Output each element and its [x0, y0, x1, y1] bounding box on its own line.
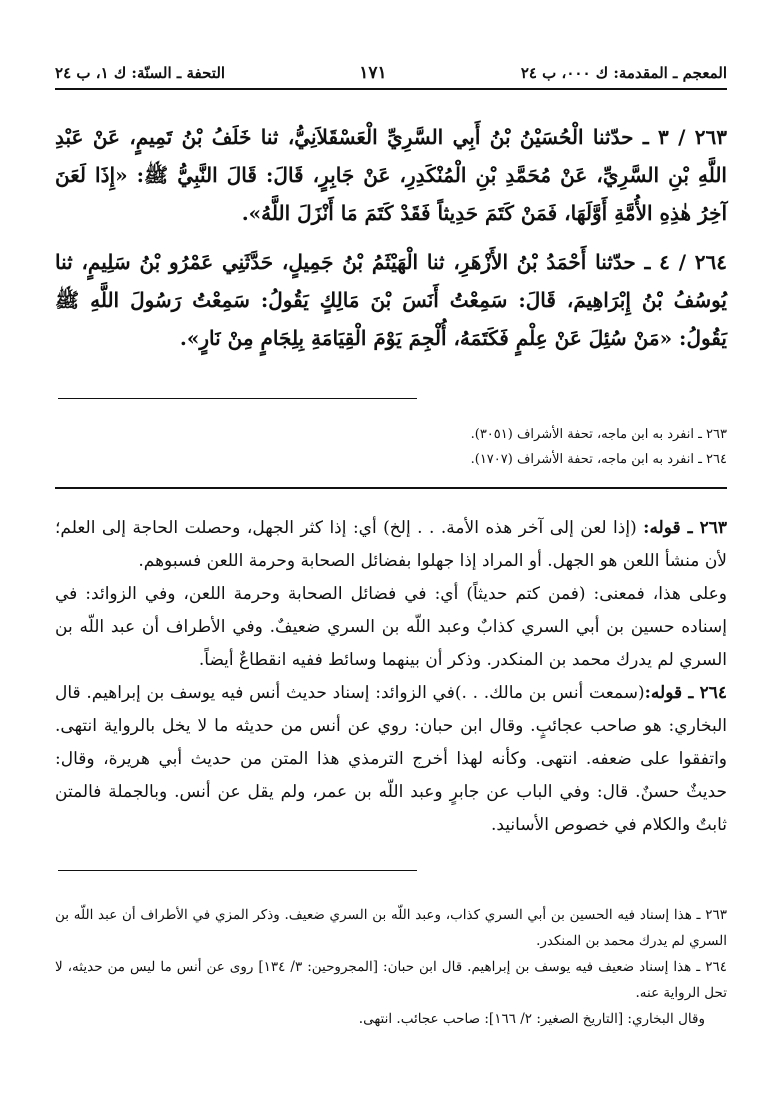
takhrij-section: [55, 422, 727, 472]
hadith-number: ٢٦٤ / ٤ ـ: [644, 250, 728, 274]
hadith-number: ٢٦٣ / ٣ ـ: [642, 125, 728, 149]
takhrij-line: ٢٦٣ ـ انفرد به ابن ماجه، تحفة الأشراف (٣٠٥١).: [470, 427, 727, 442]
header-left-reference: التحفة ـ السنّة: ك ١، ب ٢٤: [55, 64, 226, 82]
hadith-text: حدّثنا أَحْمَدُ بْنُ الأَزْهَرِ، ثنا الْهَيْثَمُ بْنُ جَمِيلٍ، حَدَّثَنِي عَمْرُو بْنُ سَلِيمٍ، ثنا يُوسُفُ بْنُ إِبْرَاهِيمَ، قَالَ: سَمِعْتُ أَنَسَ بْنَ مَالِكٍ يَقُولُ: سَمِعْتُ رَسُولَ اللَّهِ ﷺ يَقُولُ: «مَنْ سُئِلَ عَنْ عِلْمٍ فَكَتَمَهُ، أُلْجِمَ يَوْمَ الْقِيَامَةِ بِلِجَامٍ مِنْ نَارٍ».: [55, 250, 727, 350]
commentary-divider: [55, 487, 727, 489]
footnote: ٢٦٣ ـ هذا إسناد فيه الحسين بن أبي السري كذاب، وعبد اللّه بن السري ضعيف. وذكر المزي في الأطراف أن عبد اللّه بن السري لم يدرك محمد بن المنكدر.: [55, 907, 727, 949]
hadith-263: [55, 118, 727, 232]
takhrij-line: ٢٦٤ ـ انفرد به ابن ماجه، تحفة الأشراف (١٧٠٧).: [470, 452, 727, 467]
page-number: ١٧١: [359, 63, 387, 83]
footnotes-divider: [58, 870, 417, 871]
commentary-text: وعلى هذا، فمعنى: (فمن كتم حديثاً) أي: في فضائل الصحابة وحرمة اللعن، وفي الزوائد: في إسناده حسين بن أبي السري كذابٌ وعبد اللّه بن السري ضعيفٌ. وفي الأطراف أن عبد اللّه بن السري لم يدرك محمد بن المنكدر. وذكر أن بينهما وسائط ففيه انقطاعٌ أيضاً.: [55, 584, 727, 670]
footnote: ٢٦٤ ـ هذا إسناد ضعيف فيه يوسف بن إبراهيم. قال ابن حبان: [المجروحين: ٣/ ١٣٤] روى عن أنس ما ليس من حديثه، لا تحل الرواية عنه.: [55, 959, 727, 1001]
hadith-264: [55, 243, 727, 357]
commentary-text: (إذا لعن إلى آخر هذه الأمة. . . إلخ) أي: إذا كثر الجهل، وحصلت الحاجة إلى العلم؛ لأن منشأ اللعن هو الجهل. أو المراد إذا جهلوا بفضائل الصحابة وحرمة اللعن فسبوهم.: [55, 518, 727, 571]
commentary-paragraph: [55, 578, 727, 677]
commentary-label: ٢٦٣ ـ قوله:: [643, 518, 727, 538]
header-divider: [55, 88, 727, 90]
footnote: وقال البخاري: [التاريخ الصغير: ٢/ ١٦٦]: صاحب عجائب. انتهى.: [358, 1011, 705, 1027]
commentary-label: ٢٦٤ ـ قوله:: [644, 683, 728, 703]
commentary-paragraph: [55, 512, 727, 578]
takhrij-divider: [58, 398, 417, 399]
commentary-paragraph: [55, 677, 727, 842]
header-right-reference: المعجم ـ المقدمة: ك ٠٠٠، ب ٢٤: [520, 64, 727, 82]
commentary-section: [55, 512, 727, 842]
footnotes-section: [55, 902, 727, 1032]
running-header: [55, 58, 727, 88]
hadith-text: حدّثنا الْحُسَيْنُ بْنُ أَبِي السَّرِيِّ الْعَسْقَلاَنِيُّ، ثنا خَلَفُ بْنُ تَمِيمٍ، عَنْ عَبْدِ اللَّهِ بْنِ السَّرِيِّ، عَنْ مُحَمَّدِ بْنِ الْمُنْكَدِرِ، عَنْ جَابِرٍ، قَالَ: قَالَ النَّبِيُّ ﷺ: «إِذَا لَعَنَ آخِرُ هٰذِهِ الأُمَّةِ أَوَّلَهَا، فَمَنْ كَتَمَ حَدِيثاً فَقَدْ كَتَمَ مَا أَنْزَلَ اللَّهُ».: [55, 125, 727, 225]
commentary-text: (سمعت أنس بن مالك. . .)في الزوائد: إسناد حديث أنس فيه يوسف بن إبراهيم. قال البخاري: هو صاحب عجائبٍ. وقال ابن حبان: روي عن أنس من حديثه ما لا يخل بالرواية انتهى. واتفقوا على ضعفه. انتهى. وكأنه لهذا أخرج الترمذي هذا المتن من حديث أبي هريرة، وقال: حديثٌ حسنٌ. قال: وفي الباب عن جابرٍ وعبد اللّه بن عمر، ولم يقل عن أنس. وبالجملة فالمتن ثابتٌ والكلام في خصوص الأسانيد.: [55, 683, 727, 835]
